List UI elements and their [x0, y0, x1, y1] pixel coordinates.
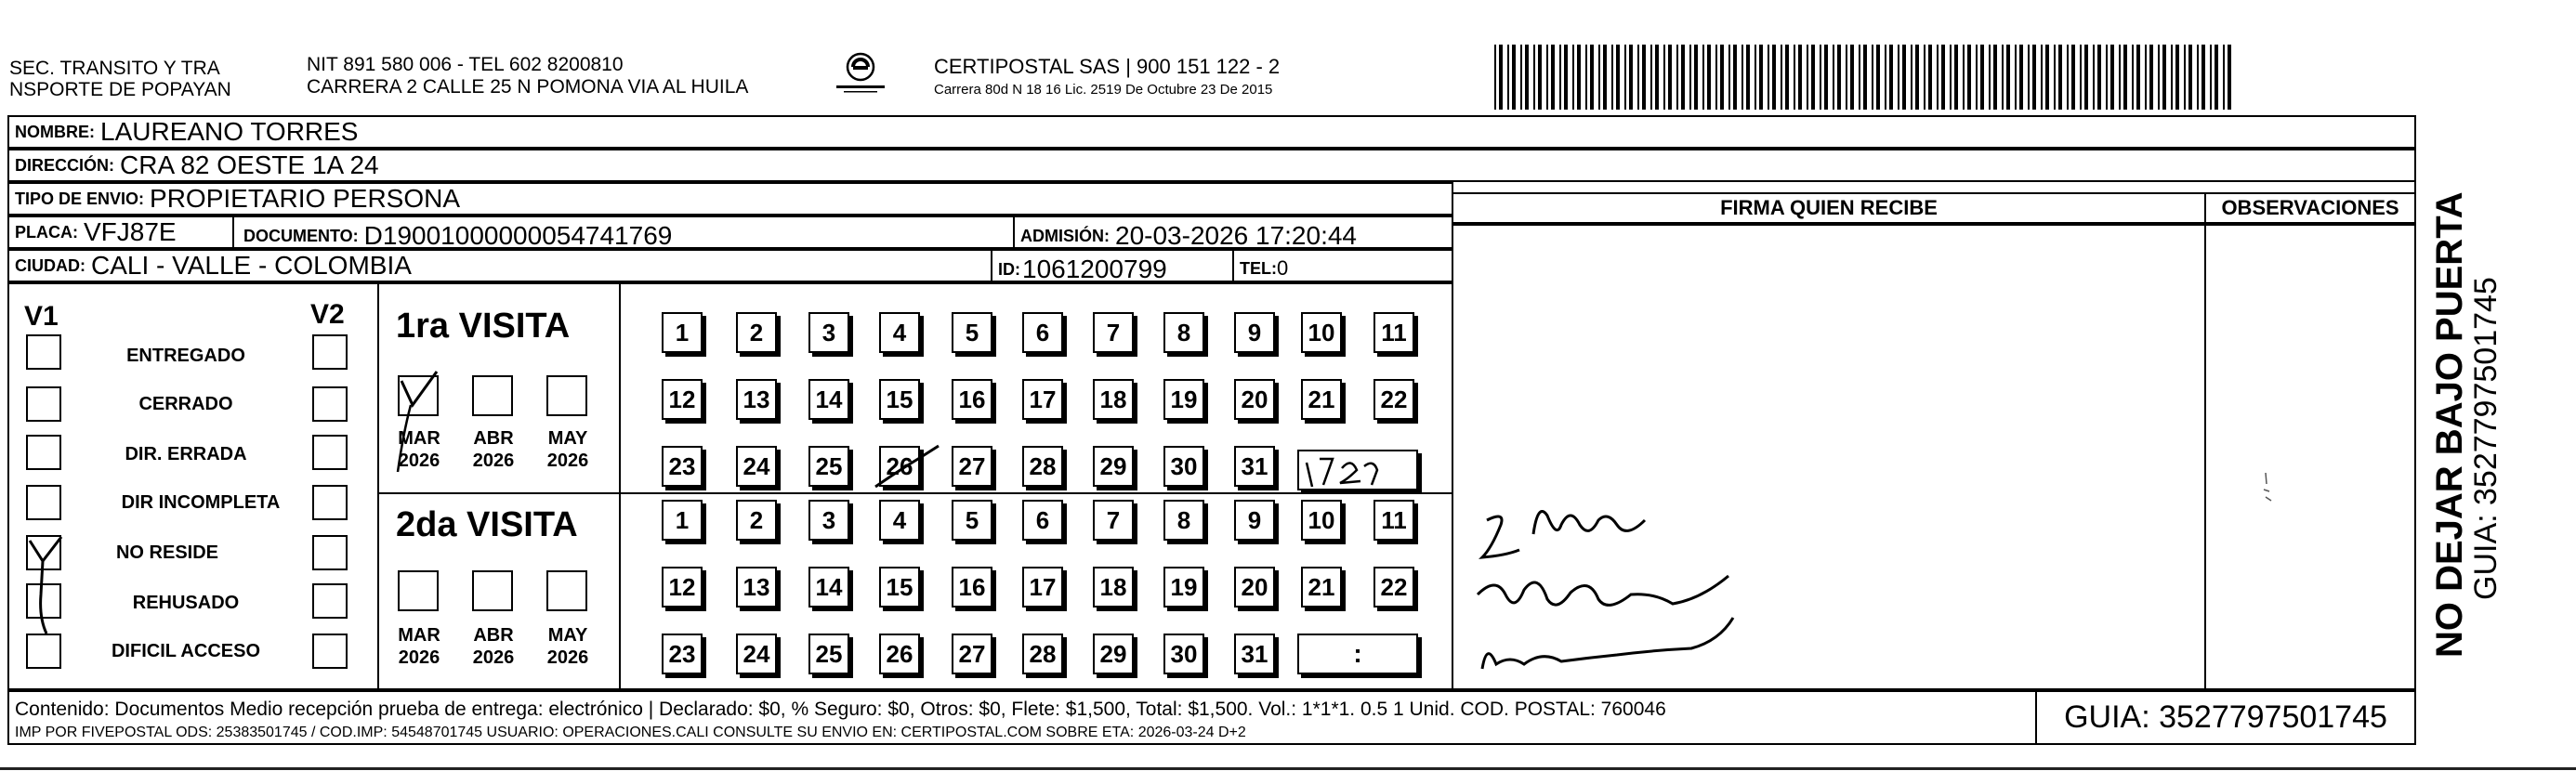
- status-label-dir-errada: DIR. ERRADA: [125, 444, 247, 464]
- barcode-bar: [2210, 45, 2212, 110]
- divider: [232, 216, 234, 249]
- v1-checkbox-entregado[interactable]: [26, 334, 61, 370]
- barcode-bar: [1876, 45, 1880, 110]
- barcode-bar: [2223, 45, 2225, 110]
- first-visit-day-5[interactable]: 5: [952, 312, 992, 353]
- barcode-bar: [2145, 45, 2147, 110]
- status-label-rehusado: REHUSADO: [132, 593, 240, 613]
- first-visit-day-2[interactable]: 2: [736, 312, 777, 353]
- barcode-bar: [1885, 45, 1886, 110]
- documento-group: [243, 221, 672, 251]
- barcode-bar: [1993, 45, 1997, 110]
- barcode-bar: [2097, 45, 2101, 110]
- month-year: 2026: [398, 451, 440, 471]
- page-bottom-rule: [0, 767, 2576, 770]
- second-visit-day-24[interactable]: 24: [736, 634, 777, 674]
- first-visit-day-20[interactable]: 20: [1234, 379, 1275, 420]
- second-visit-day-27[interactable]: 27: [952, 634, 992, 674]
- second-visit-day-23[interactable]: 23: [662, 634, 703, 674]
- v1-checkbox-dir-incompleta[interactable]: [26, 485, 61, 520]
- second-visit-day-29[interactable]: 29: [1093, 634, 1134, 674]
- barcode-bar: [1976, 45, 1978, 110]
- barcode-bar: [2041, 45, 2043, 110]
- barcode-bar: [1963, 45, 1965, 110]
- divider: [991, 249, 992, 282]
- barcode-bar: [1546, 45, 1548, 110]
- second-visit-day-2[interactable]: 2: [736, 500, 777, 541]
- barcode-bar: [2215, 45, 2218, 110]
- first-visit-day-7[interactable]: 7: [1093, 312, 1134, 353]
- barcode-bar: [1902, 45, 1906, 110]
- march-check-mark: [388, 368, 448, 479]
- admision-label: ADMISIÓN:: [1020, 226, 1110, 245]
- barcode-bar: [1889, 45, 1893, 110]
- first-visit-day-17[interactable]: 17: [1022, 379, 1063, 420]
- first-visit-day-15[interactable]: 15: [879, 379, 920, 420]
- second-visit-day-4[interactable]: 4: [879, 500, 920, 541]
- barcode-bar: [1872, 45, 1873, 110]
- nombre-label: NOMBRE:: [15, 122, 95, 141]
- barcode-bar: [1915, 45, 1919, 110]
- barcode-bar: [1950, 45, 1952, 110]
- side-guia: GUIA: 3527797501745: [2468, 277, 2504, 600]
- barcode-bar: [1681, 45, 1685, 110]
- tel-group: [1240, 256, 1288, 281]
- id-label: ID:: [998, 259, 1020, 279]
- barcode-bar: [2032, 45, 2036, 110]
- month-year: 2026: [546, 451, 589, 471]
- placa-value: VFJ87E: [84, 217, 177, 246]
- first-visit-day-23[interactable]: 23: [662, 446, 703, 487]
- first-visit-day-6[interactable]: 6: [1022, 312, 1063, 353]
- first-visit-day-24[interactable]: 24: [736, 446, 777, 487]
- second-visit-day-7[interactable]: 7: [1093, 500, 1134, 541]
- barcode-bar: [1676, 45, 1678, 110]
- barcode-bar: [1642, 45, 1646, 110]
- barcode-bar: [1668, 45, 1672, 110]
- barcode-bar: [2136, 45, 2140, 110]
- barcode-bar: [2028, 45, 2030, 110]
- second-visit-day-8[interactable]: 8: [1163, 500, 1204, 541]
- barcode-bar: [2132, 45, 2134, 110]
- barcode-bar: [1937, 45, 1939, 110]
- no-reside-check-mark: [20, 529, 76, 641]
- month-name: ABR: [473, 625, 514, 646]
- second-visit-day-5[interactable]: 5: [952, 500, 992, 541]
- footer-guia: GUIA: 3527797501745: [2035, 690, 2416, 745]
- barcode-bar: [1551, 45, 1555, 110]
- barcode-bar: [1572, 45, 1574, 110]
- barcode-bar: [2106, 45, 2108, 110]
- second-visit-day-12[interactable]: 12: [662, 567, 703, 608]
- month-name: MAY: [547, 625, 588, 646]
- barcode-bar: [2158, 45, 2160, 110]
- certipostal-logo: [833, 50, 888, 97]
- id-value: 1061200799: [1022, 255, 1167, 283]
- second-visit-day-25[interactable]: 25: [808, 634, 849, 674]
- first-visit-day-28[interactable]: 28: [1022, 446, 1063, 487]
- barcode-bar: [2228, 45, 2231, 110]
- barcode-bar: [1785, 45, 1789, 110]
- barcode-bar: [1733, 45, 1737, 110]
- second-visit-day-18[interactable]: 18: [1093, 567, 1134, 608]
- barcode-bar: [1741, 45, 1743, 110]
- firma-heading: FIRMA QUIEN RECIBE: [1452, 192, 2206, 224]
- first-visit-month-label-may: [535, 427, 600, 472]
- first-visit-day-26[interactable]: 26: [879, 446, 920, 487]
- second-visit-day-6[interactable]: 6: [1022, 500, 1063, 541]
- v2-checkbox-no-reside[interactable]: [312, 535, 348, 570]
- barcode-bar: [1768, 45, 1769, 110]
- barcode-bar: [1494, 45, 1496, 110]
- barcode-bar: [2162, 45, 2166, 110]
- first-visit-day-22[interactable]: 22: [1373, 379, 1414, 420]
- second-visit-month-box-abr[interactable]: [472, 570, 513, 611]
- first-visit-month-label-abr: [461, 427, 526, 472]
- status-label-dir-incompleta: DIR INCOMPLETA: [121, 492, 281, 513]
- company-license-line: Carrera 80d N 18 16 Lic. 2519 De Octubre 23 De 2015: [934, 82, 1273, 98]
- barcode-bar: [2093, 45, 2095, 110]
- first-visit-day-12[interactable]: 12: [662, 379, 703, 420]
- second-visit-day-3[interactable]: 3: [808, 500, 849, 541]
- footer-content-line: Contenido: Documentos Medio recepción prueba de entrega: electrónico | Declarado: $0, % Seguro: $0, Otros: $0, Flete: $1,500, Total: $1,500. Vol.: 1*1*1. 0.5 1 Unid. COD. POSTAL: 760046: [15, 699, 1666, 720]
- org-nit-line: NIT 891 580 006 - TEL 602 8200810: [307, 54, 624, 75]
- barcode-bar: [1720, 45, 1724, 110]
- barcode-bar: [1590, 45, 1594, 110]
- month-name: MAR: [398, 625, 440, 646]
- barcode-bar: [1846, 45, 1847, 110]
- second-visit-day-9[interactable]: 9: [1234, 500, 1275, 541]
- barcode-bar: [1859, 45, 1860, 110]
- second-visit-month-label-may: [535, 624, 600, 669]
- month-year: 2026: [546, 647, 589, 668]
- observation-mark: [2258, 469, 2277, 506]
- month-year: 2026: [472, 451, 515, 471]
- barcode-bar: [1863, 45, 1867, 110]
- first-visit-month-box-may[interactable]: [546, 375, 587, 416]
- v1-checkbox-cerrado[interactable]: [26, 386, 61, 422]
- first-visit-day-27[interactable]: 27: [952, 446, 992, 487]
- second-visit-month-label-mar: [387, 624, 452, 669]
- barcode-bar: [2123, 45, 2127, 110]
- barcode-bar: [1755, 45, 1756, 110]
- barcode-bar: [1911, 45, 1912, 110]
- month-name: MAR: [398, 428, 440, 449]
- barcode-bar: [2071, 45, 2075, 110]
- second-visit-day-14[interactable]: 14: [808, 567, 849, 608]
- barcode-bar: [1850, 45, 1854, 110]
- admision-group: [1020, 221, 1357, 251]
- second-visit-day-31[interactable]: 31: [1234, 634, 1275, 674]
- first-visit-day-1[interactable]: 1: [662, 312, 703, 353]
- recipient-signature: [1468, 483, 1821, 687]
- barcode-bar: [1798, 45, 1802, 110]
- barcode-bar: [2006, 45, 2010, 110]
- barcode-bar: [1772, 45, 1776, 110]
- divider: [1013, 216, 1015, 249]
- second-visit-day-21[interactable]: 21: [1301, 567, 1342, 608]
- barcode-bar: [2188, 45, 2192, 110]
- tracking-barcode: [1494, 45, 2234, 110]
- barcode-bar: [1715, 45, 1717, 110]
- barcode-bar: [2171, 45, 2173, 110]
- first-visit-day-4[interactable]: 4: [879, 312, 920, 353]
- barcode-bar: [1794, 45, 1795, 110]
- first-visit-day-13[interactable]: 13: [736, 379, 777, 420]
- v2-checkbox-dir-incompleta[interactable]: [312, 485, 348, 520]
- org-name-line1: SEC. TRANSITO Y TRA: [9, 58, 220, 79]
- second-visit-day-26[interactable]: 26: [879, 634, 920, 674]
- first-visit-day-31[interactable]: 31: [1234, 446, 1275, 487]
- first-visit-day-14[interactable]: 14: [808, 379, 849, 420]
- barcode-bar: [1759, 45, 1763, 110]
- company-name-line: CERTIPOSTAL SAS | 900 151 122 - 2: [934, 55, 1281, 78]
- admision-value: 20-03-2026 17:20:44: [1115, 221, 1357, 250]
- direccion-label: DIRECCIÓN:: [15, 155, 114, 175]
- v2-checkbox-entregado[interactable]: [312, 334, 348, 370]
- observaciones-area: [2204, 224, 2416, 690]
- barcode-bar: [1663, 45, 1665, 110]
- v2-checkbox-cerrado[interactable]: [312, 386, 348, 422]
- ciudad-row: [7, 249, 1453, 282]
- barcode-bar: [1728, 45, 1730, 110]
- barcode-bar: [2045, 45, 2049, 110]
- side-warning: NO DEJAR BAJO PUERTA: [2429, 191, 2470, 658]
- second-visit-day-20[interactable]: 20: [1234, 567, 1275, 608]
- barcode-bar: [1577, 45, 1581, 110]
- barcode-bar: [1898, 45, 1899, 110]
- placa-label: PLACA:: [15, 222, 78, 242]
- first-visit-day-19[interactable]: 19: [1163, 379, 1204, 420]
- barcode-bar: [1928, 45, 1932, 110]
- barcode-bar: [2201, 45, 2205, 110]
- ciudad-value: CALI - VALLE - COLOMBIA: [91, 251, 412, 280]
- barcode-bar: [2058, 45, 2062, 110]
- footer-print-line: IMP POR FIVEPOSTAL ODS: 25383501745 / COD.IMP: 54548701745 USUARIO: OPERACIONES.CALI CONSULTE SU ENVIO EN: CERTIPOSTAL.COM SOBRE ETA: 2026-03-24 D+2: [15, 725, 1246, 740]
- barcode-bar: [1629, 45, 1633, 110]
- barcode-bar: [2184, 45, 2186, 110]
- first-visit-day-29[interactable]: 29: [1093, 446, 1134, 487]
- status-label-no-reside: NO RESIDE: [115, 542, 219, 563]
- barcode-bar: [1525, 45, 1529, 110]
- second-visit-day-16[interactable]: 16: [952, 567, 992, 608]
- barcode-bar: [1781, 45, 1782, 110]
- status-label-dificil-acceso: DIFICIL ACCESO: [111, 641, 260, 661]
- documento-label: DOCUMENTO:: [243, 226, 359, 245]
- tel-value: 0: [1277, 256, 1289, 280]
- barcode-bar: [1989, 45, 1991, 110]
- barcode-bar: [2175, 45, 2179, 110]
- first-visit-day-9[interactable]: 9: [1234, 312, 1275, 353]
- barcode-bar: [1707, 45, 1711, 110]
- barcode-bar: [1650, 45, 1652, 110]
- nombre-row: [7, 115, 2416, 149]
- barcode-bar: [1512, 45, 1516, 110]
- barcode-bar: [1820, 45, 1821, 110]
- first-visit-day-21[interactable]: 21: [1301, 379, 1342, 420]
- barcode-bar: [1585, 45, 1587, 110]
- barcode-bar: [2054, 45, 2056, 110]
- tipo-envio-value: PROPIETARIO PERSONA: [150, 184, 461, 213]
- barcode-bar: [1603, 45, 1607, 110]
- direccion-row: [7, 149, 2416, 182]
- first-visit-day-3[interactable]: 3: [808, 312, 849, 353]
- first-visit-time-handwriting: [1299, 450, 1401, 490]
- second-visit-month-box-may[interactable]: [546, 570, 587, 611]
- documento-value: D19001000000054741769: [363, 221, 673, 250]
- org-address-line: CARRERA 2 CALLE 25 N POMONA VIA AL HUILA: [307, 76, 749, 98]
- v2-checkbox-dir-errada[interactable]: [312, 435, 348, 470]
- org-name-line2: NSPORTE DE POPAYAN: [9, 79, 231, 100]
- barcode-bar: [1637, 45, 1639, 110]
- first-visit-day-11[interactable]: 11: [1373, 312, 1414, 353]
- barcode-bar: [1833, 45, 1834, 110]
- v1-checkbox-dir-errada[interactable]: [26, 435, 61, 470]
- status-label-entregado: ENTREGADO: [126, 346, 245, 366]
- first-visit-day-25[interactable]: 25: [808, 446, 849, 487]
- barcode-bar: [1702, 45, 1704, 110]
- month-name: ABR: [473, 428, 514, 449]
- barcode-bar: [1694, 45, 1698, 110]
- barcode-bar: [1967, 45, 1971, 110]
- v2-checkbox-dificil-acceso[interactable]: [312, 634, 348, 669]
- barcode-bar: [1807, 45, 1808, 110]
- barcode-bar: [2197, 45, 2199, 110]
- barcode-bar: [1924, 45, 1925, 110]
- second-visit-day-30[interactable]: 30: [1163, 634, 1204, 674]
- v2-label: V2: [310, 299, 345, 330]
- second-visit-time-box[interactable]: :: [1297, 634, 1418, 674]
- month-name: MAY: [547, 428, 588, 449]
- barcode-bar: [1954, 45, 1958, 110]
- second-visit-month-box-mar[interactable]: [398, 570, 439, 611]
- barcode-bar: [1611, 45, 1613, 110]
- barcode-bar: [1520, 45, 1522, 110]
- barcode-bar: [1980, 45, 1984, 110]
- tipo-envio-label: TIPO DE ENVIO:: [15, 189, 145, 208]
- ciudad-label: CIUDAD:: [15, 255, 85, 275]
- barcode-bar: [1598, 45, 1600, 110]
- id-group: [998, 255, 1167, 284]
- barcode-bar: [1507, 45, 1509, 110]
- tipo-envio-row: [7, 182, 1453, 216]
- first-visit-day-16[interactable]: 16: [952, 379, 992, 420]
- second-visit-day-15[interactable]: 15: [879, 567, 920, 608]
- barcode-bar: [2119, 45, 2121, 110]
- second-visit-day-1[interactable]: 1: [662, 500, 703, 541]
- first-visit-day-8[interactable]: 8: [1163, 312, 1204, 353]
- nombre-value: LAUREANO TORRES: [100, 117, 359, 146]
- barcode-bar: [1689, 45, 1691, 110]
- barcode-bar: [1616, 45, 1620, 110]
- barcode-bar: [2067, 45, 2069, 110]
- first-visit-day-30[interactable]: 30: [1163, 446, 1204, 487]
- barcode-bar: [1564, 45, 1568, 110]
- status-label-cerrado: CERRADO: [138, 394, 233, 414]
- barcode-bar: [1538, 45, 1542, 110]
- v1-label: V1: [24, 301, 59, 332]
- barcode-bar: [1824, 45, 1828, 110]
- second-visit-day-19[interactable]: 19: [1163, 567, 1204, 608]
- barcode-bar: [2015, 45, 2017, 110]
- first-visit-title: 1ra VISITA: [396, 307, 571, 346]
- first-visit-month-box-abr[interactable]: [472, 375, 513, 416]
- month-year: 2026: [472, 647, 515, 668]
- barcode-bar: [2084, 45, 2088, 110]
- month-year: 2026: [398, 647, 440, 668]
- barcode-bar: [1559, 45, 1561, 110]
- second-visit-day-10[interactable]: 10: [1301, 500, 1342, 541]
- barcode-bar: [2110, 45, 2114, 110]
- barcode-bar: [1811, 45, 1815, 110]
- tel-label: TEL:: [1240, 258, 1277, 278]
- barcode-bar: [2080, 45, 2082, 110]
- direccion-value: CRA 82 OESTE 1A 24: [120, 150, 379, 179]
- barcode-bar: [2002, 45, 2004, 110]
- second-visit-day-22[interactable]: 22: [1373, 567, 1414, 608]
- barcode-bar: [1533, 45, 1535, 110]
- barcode-bar: [1746, 45, 1750, 110]
- barcode-bar: [2149, 45, 2153, 110]
- first-visit-day-18[interactable]: 18: [1093, 379, 1134, 420]
- divider: [1232, 249, 1234, 282]
- second-visit-title: 2da VISITA: [396, 505, 578, 544]
- second-visit-month-label-abr: [461, 624, 526, 669]
- second-visit-day-11[interactable]: 11: [1373, 500, 1414, 541]
- barcode-bar: [1941, 45, 1945, 110]
- v2-checkbox-rehusado[interactable]: [312, 583, 348, 619]
- second-visit-day-17[interactable]: 17: [1022, 567, 1063, 608]
- barcode-bar: [2019, 45, 2023, 110]
- barcode-bar: [1624, 45, 1626, 110]
- second-visit-day-28[interactable]: 28: [1022, 634, 1063, 674]
- barcode-bar: [1837, 45, 1841, 110]
- second-visit-day-13[interactable]: 13: [736, 567, 777, 608]
- barcode-bar: [1499, 45, 1503, 110]
- first-visit-day-10[interactable]: 10: [1301, 312, 1342, 353]
- observaciones-heading: OBSERVACIONES: [2204, 192, 2416, 224]
- barcode-bar: [1655, 45, 1659, 110]
- day-27-mark: [872, 442, 946, 498]
